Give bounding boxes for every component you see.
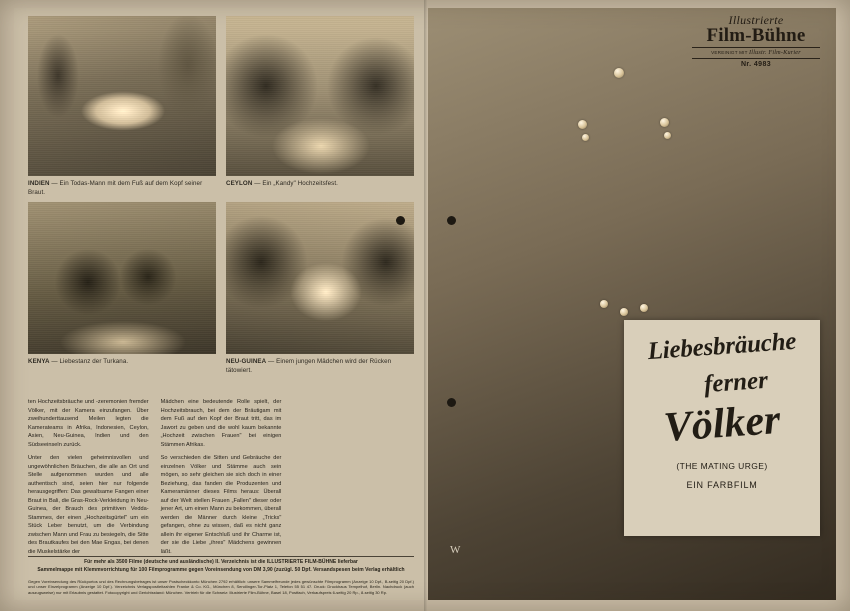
- photo-caption-neuguinea: [226, 357, 414, 376]
- forehead-jewel-icon: [614, 68, 624, 78]
- film-title-original: (THE MATING URGE): [676, 460, 768, 471]
- necklace-jewel-icon: [600, 300, 608, 308]
- footer-bold-line-2: Sammelmappe mit Klemmvorrichtung für 100 Filmprogramme gegen Voreinsendung von DM 3,90 (zuzügl. 50 Dpf. Versandspesen beim Verlag erhältlich: [37, 566, 405, 573]
- caption-text-indien: — Ein Todas-Mann mit dem Fuß auf dem Kopf seiner Braut.: [28, 180, 203, 197]
- photo-cell-kenya: [28, 202, 216, 376]
- masthead-issue-number: Nr. 4983: [740, 60, 772, 68]
- photo-row-bottom: [28, 202, 414, 376]
- body-text: [28, 398, 414, 561]
- punch-hole: [396, 216, 405, 225]
- caption-place-indien: INDIEN: [28, 180, 50, 187]
- earring-jewel-icon: [582, 134, 589, 141]
- film-title-line-3: Völker: [662, 396, 782, 451]
- footer-bold-line-1: Für mehr als 3500 Filme (deutsche und ausländische) II. Verzeichnis ist die ILLUSTRIERTE FILM-BÜHNE lieferbar: [84, 559, 358, 565]
- film-title-card: [624, 320, 820, 536]
- earring-jewel-icon: [578, 120, 587, 129]
- masthead-united-with-label: VEREINIGT MIT: [711, 50, 748, 56]
- body-column-2: [161, 398, 282, 561]
- masthead-line-1: Illustrierte: [728, 13, 784, 27]
- caption-text-kenya: — Liebestanz der Turkana.: [49, 357, 129, 365]
- caption-text-neuguinea: — Einem jungen Mädchen wird der Rücken tätowiert.: [226, 357, 392, 374]
- film-title-line-1: Liebesbräuche: [646, 327, 798, 366]
- photo-cell-indien: [28, 16, 216, 198]
- photo-grain: [28, 16, 216, 176]
- masthead: [686, 14, 826, 68]
- earring-jewel-icon: [660, 118, 669, 127]
- photo-grain: [28, 202, 216, 354]
- punch-hole: [447, 216, 456, 225]
- page-spine: [424, 0, 427, 611]
- photo-grain: [226, 16, 414, 176]
- photo-caption-kenya: [28, 357, 216, 373]
- caption-place-ceylon: CEYLON: [226, 180, 253, 187]
- photo-kenya: [28, 202, 216, 354]
- body-paragraph: Unter den vielen geheimnisvollen und ungewöhnlichen Bräuchen, die alle an Ort und Stelle aufgenommen wurden und alle authentisch sind, seien hier nur folgende herausgegriffen: Das gewaltsame Fangen einer Braut in Bali, die Gras-Rock-Verkleidung in Neu-Guinea, der Brauch des primitiven Vedda-Stammes, der einen „Hochzeitsgürtel" um ein Stück Leber benutzt, um die Verbindung zwischen Mann und Frau zu besiegeln, die Sitte des Brautkaufes bei den Mae Engas, bei denen die Muskelstärke der: [28, 455, 149, 555]
- body-column-1: [28, 398, 149, 561]
- photo-grid: [28, 16, 414, 379]
- caption-place-neuguinea: NEU-GUINEA: [226, 357, 267, 365]
- photo-cell-neuguinea: [226, 202, 414, 376]
- photo-caption-indien: [28, 179, 216, 198]
- photo-ceylon: [226, 16, 414, 176]
- footer-divider: [28, 556, 414, 557]
- masthead-line-3: [686, 49, 826, 56]
- photo-neuguinea: [226, 202, 414, 354]
- film-title-line-2: ferner: [703, 367, 769, 399]
- footer: [28, 559, 414, 596]
- photo-cell-ceylon: [226, 16, 414, 198]
- watermark-letter: W: [450, 544, 461, 556]
- body-paragraph: So verschieden die Sitten und Gebräuche der einzelnen Völker und Stämme auch sein mögen, so sehr gleichen sie sich doch in einer Beziehung, das fanden die Produzenten und Kameramänner dieses Films heraus: Überall auf der Welt stellen Frauen „Fallen" dieser oder jener Art, um einen Mann zu bekommen, überall werden die Männer durch kleine „Tricks" gefangen, ohne zu wissen, daß es nicht ganz allein ihr eigener Entschluß und ihr Charme ist, der sie die Liebe „ihres" Mädchens gewinnen läßt.: [160, 455, 282, 555]
- film-format-label: EIN FARBFILM: [686, 479, 758, 490]
- photo-grain: [226, 202, 414, 354]
- body-column-3: [293, 398, 414, 561]
- caption-text-ceylon: — Ein „Kandy" Hochzeitsfest.: [252, 180, 338, 187]
- masthead-united-with-title: Illustr. Film-Kurier: [749, 49, 801, 57]
- masthead-rule-2: [692, 58, 820, 59]
- caption-place-kenya: KENYA: [28, 357, 50, 365]
- necklace-jewel-icon: [640, 304, 648, 312]
- masthead-line-2: Film-Bühne: [706, 24, 806, 46]
- photo-row-top: [28, 16, 414, 198]
- photo-caption-ceylon: [226, 179, 414, 195]
- earring-jewel-icon: [664, 132, 671, 139]
- footer-imprint: Gegen Voreinsendung des Rückportos und des Rechnungsbetrages ist unser Postscheckkonto München 2792 erhältlich: unsere Sammelfreunde jedes gewünschte Filmprogramm (Anzeige 10 Dpf., B-seitig 20 Dpf.) und unser Einzelprogramm (Anzeige 10 Dpf.). Verzeichnis Verlagspostleitzahlen Franke & Co. KG., München 8, Sendlinger-Tor-Platz 1, Telefon 55 51 47. Druck: Druckhaus Tempelhof, Berlin. Nachdruck (auch auszugsweise) nur mit Erlaubnis gestattet. Fotocopyright und Gerichtsstand: München. Vertrieb für die Schweiz: Illustrierte Film-Bühne, Basel 18, Postfach, Verkaufspreis 6-seitig 20 Rp., 8-seitig 30 Rp.: [28, 578, 414, 596]
- left-page: [14, 8, 424, 600]
- necklace-jewel-icon: [620, 308, 628, 316]
- photo-indien: [28, 16, 216, 176]
- masthead-rule: [692, 47, 820, 48]
- body-paragraph: ten Hochzeitsbräuche und -zeremonien fremder Völker, mit der Kamera einzufangen. Über zweihunderttausend Meilen legten die Kamerateams in Afrika, Indonesien, Ceylon, Asien, Neu-Guinea, Indien und den Südseeinseln zurück.: [28, 399, 149, 448]
- right-page: [428, 8, 836, 600]
- body-paragraph: Mädchen eine bedeutende Rolle spielt, der Hochzeitsbrauch, bei dem der Bräutigam mit dem Fuß auf den Kopf der Braut tritt, das im Jawort zu geben und die wohl kaum bekannte „Hochzeit zwischen Frauen" bei einigen Stämmen Afrikas.: [160, 399, 282, 448]
- punch-hole: [447, 398, 456, 407]
